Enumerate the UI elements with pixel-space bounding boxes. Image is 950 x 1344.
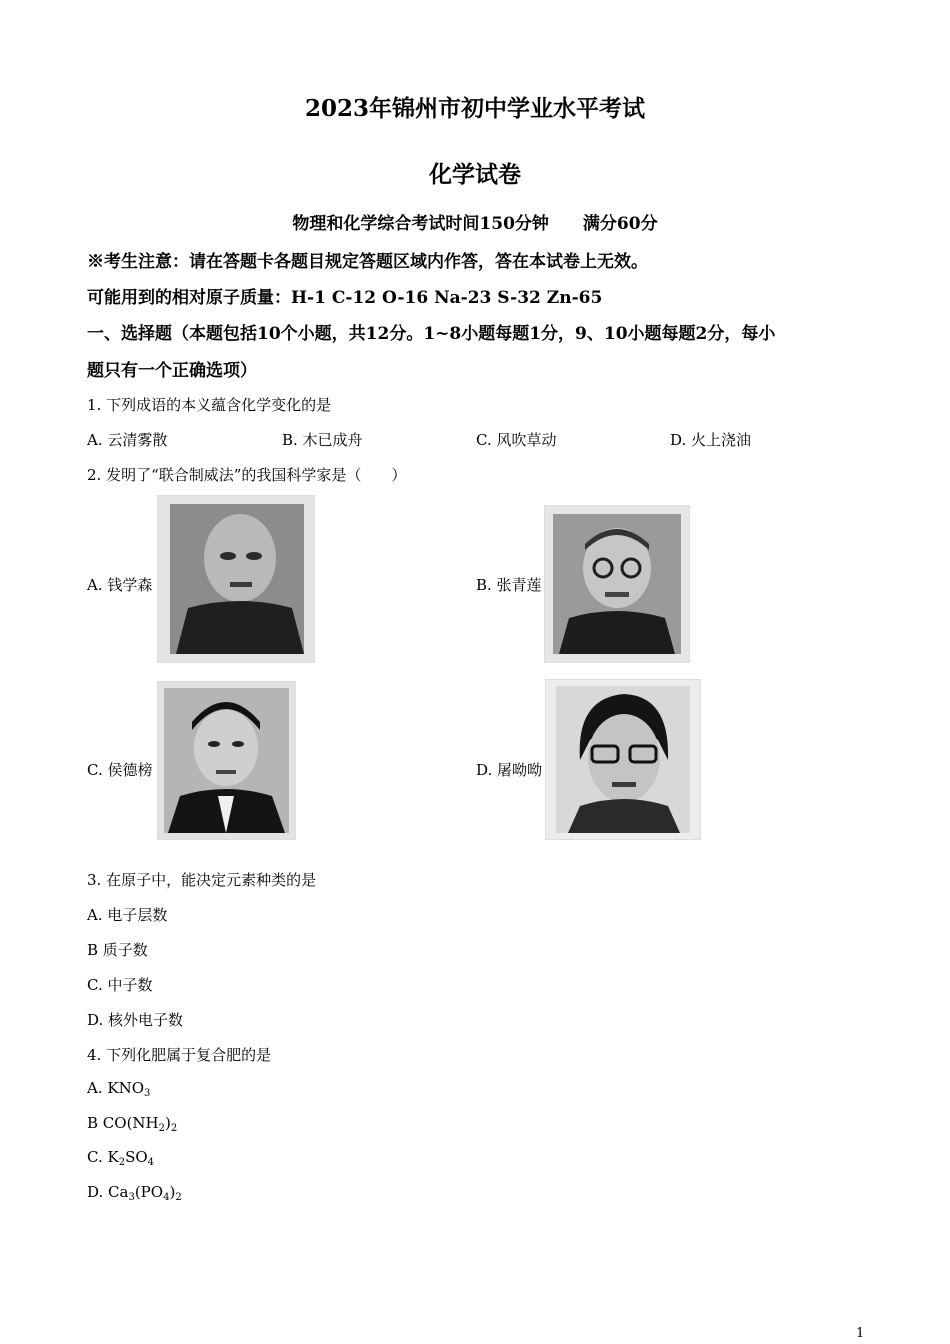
question-1-option-a: A. 云清雾散	[87, 431, 168, 449]
question-2-option-c: C. 侯德榜	[87, 761, 153, 779]
question-2-option-b: B. 张青莲	[476, 576, 542, 594]
question-1-option-c: C. 风吹草动	[476, 431, 557, 449]
question-1-option-d: D. 火上浇油	[670, 431, 752, 449]
question-3-option-c: C. 中子数	[87, 976, 153, 994]
portrait-photo-b	[544, 505, 690, 663]
exam-info-line	[0, 209, 950, 234]
full-score: 满分60分	[582, 214, 658, 234]
question-3-option-d: D. 核外电子数	[87, 1011, 184, 1029]
question-3-stem: 3. 在原子中，能决定元素种类的是	[87, 871, 317, 889]
question-2-stem: 2. 发明了“联合制威法”的我国科学家是（ ）	[87, 466, 407, 484]
portrait-photo-a	[157, 495, 315, 663]
atomic-masses: 可能用到的相对原子质量：H-1 C-12 O-16 Na-23 S-32 Zn-65	[87, 288, 603, 308]
portrait-photo-c	[157, 681, 296, 840]
question-1-option-b: B. 木已成舟	[282, 431, 363, 449]
question-4-option-a: A. $KNO_3$	[87, 1079, 151, 1099]
question-3-option-a: A. 电子层数	[87, 906, 168, 924]
exam-title: 2023年锦州市初中学业水平考试	[304, 95, 645, 122]
question-4-stem: 4. 下列化肥属于复合肥的是	[87, 1046, 272, 1064]
question-1-stem: 1. 下列成语的本义蕴含化学变化的是	[87, 396, 332, 414]
exam-duration: 物理和化学综合考试时间150分钟	[292, 214, 549, 234]
question-2-option-d: D. 屠呦呦	[476, 761, 543, 779]
question-2-option-a: A. 钱学森	[87, 576, 153, 594]
question-4-option-d: D. $Ca_3(PO_4)_2$	[87, 1183, 182, 1203]
section-heading-line1: 一、选择题（本题包括10个小题，共12分。1~8小题每题1分，9、10小题每题2分，每小	[87, 324, 776, 344]
question-4-option-b: B $CO(NH_2)_2$	[87, 1114, 178, 1134]
exam-notice: ※考生注意：请在答题卡各题目规定答题区域内作答，答在本试卷上无效。	[87, 252, 648, 272]
portrait-photo-d	[545, 679, 701, 840]
question-4-option-c: C. $K_2SO_4$	[87, 1148, 155, 1168]
section-heading-line2: 题只有一个正确选项）	[87, 361, 257, 381]
question-3-option-b: B 质子数	[87, 941, 148, 959]
page-number: 1	[856, 1326, 865, 1341]
paper-subtitle: 化学试卷	[429, 161, 521, 188]
